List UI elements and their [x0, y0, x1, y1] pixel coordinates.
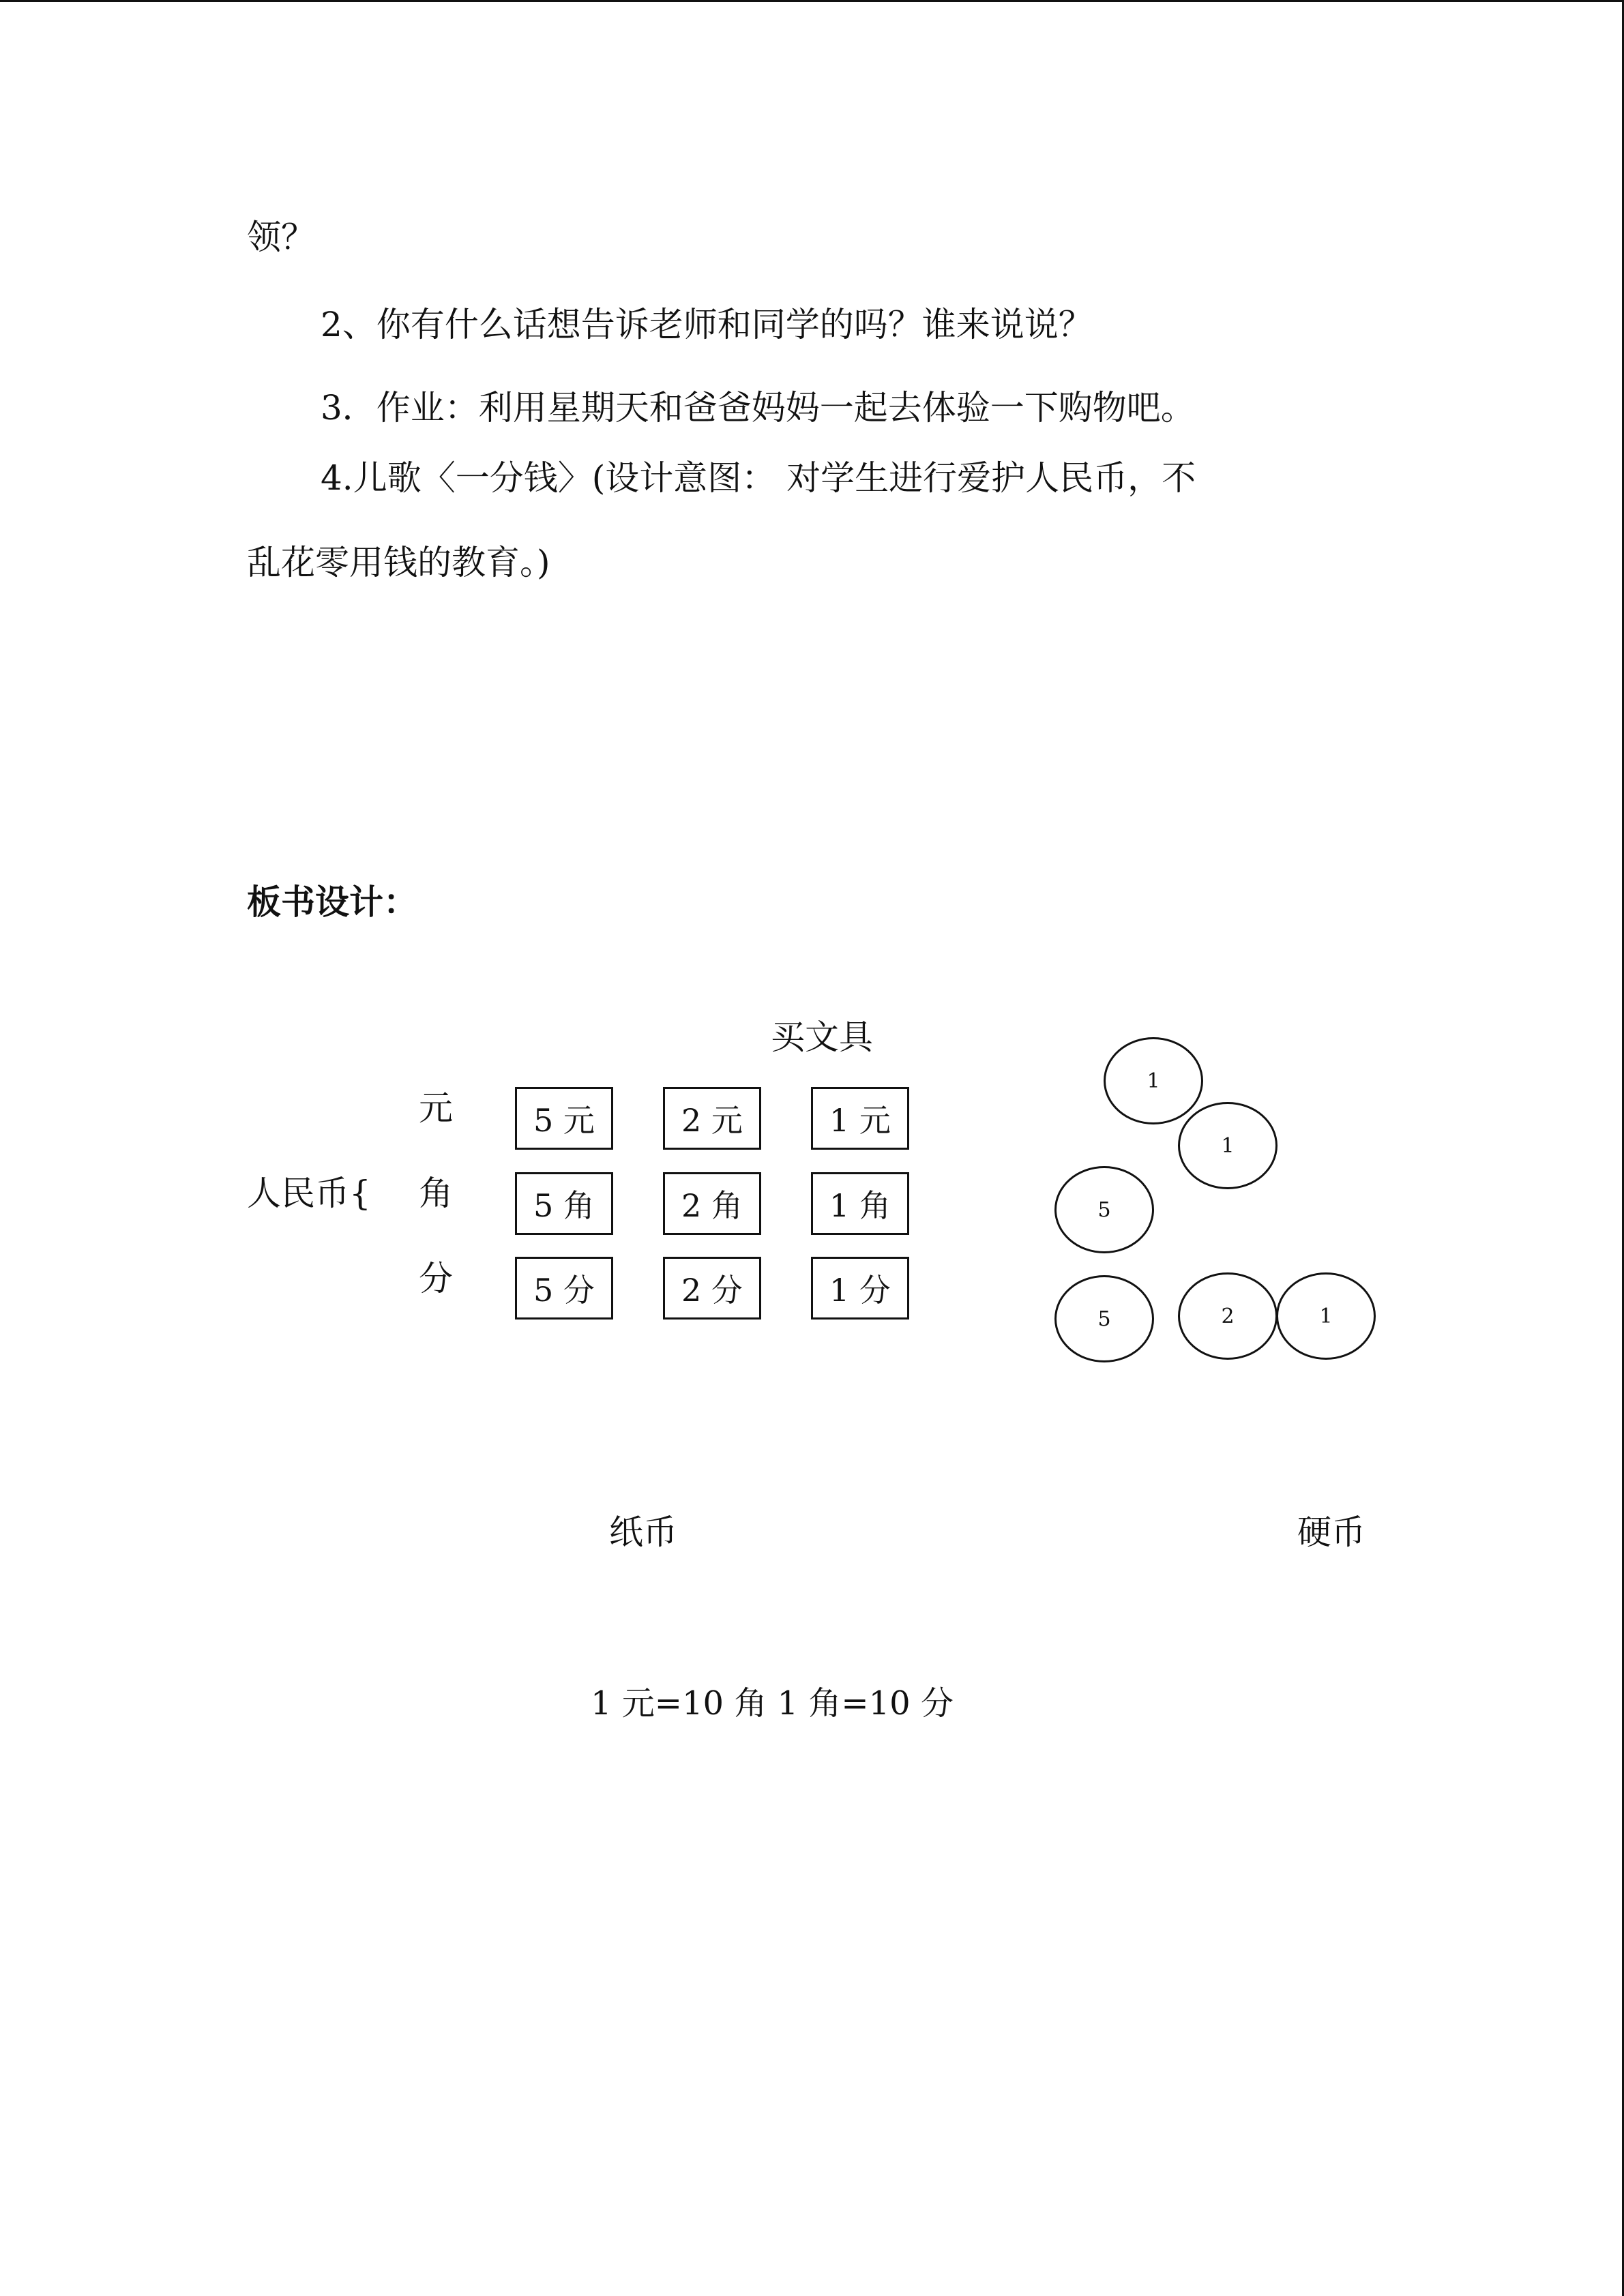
coin-1-a: 1: [1104, 1037, 1203, 1124]
note-2-yuan: 2 元: [663, 1087, 761, 1150]
paragraph-question-2: 2、你有什么话想告诉老师和同学的吗？谁来说说？: [321, 305, 1093, 344]
note-5-fen: 5 分: [515, 1257, 613, 1320]
paragraph-song-4: 4.儿歌〈一分钱〉(设计意图： 对学生进行爱护人民币，不: [321, 458, 1196, 498]
unit-jiao: 角: [419, 1174, 453, 1213]
rmb-label: 人民币{: [247, 1174, 371, 1213]
note-5-yuan: 5 元: [515, 1087, 613, 1150]
paragraph-song-4-cont: 乱花零用钱的教育。): [247, 543, 550, 582]
paper-money-label: 纸币: [609, 1512, 677, 1552]
paragraph-homework-3: 3．作业：利用星期天和爸爸妈妈一起去体验一下购物吧。: [321, 388, 1195, 428]
unit-yuan: 元: [419, 1088, 453, 1128]
note-5-jiao: 5 角: [515, 1172, 613, 1235]
note-2-jiao: 2 角: [663, 1172, 761, 1235]
coin-2: 2: [1178, 1272, 1278, 1360]
note-1-jiao: 1 角: [811, 1172, 909, 1235]
coin-5-a: 5: [1054, 1166, 1154, 1253]
note-1-fen: 1 分: [811, 1257, 909, 1320]
coin-1-c: 1: [1276, 1272, 1376, 1360]
note-2-fen: 2 分: [663, 1257, 761, 1320]
board-heading: 板书设计：: [247, 882, 417, 922]
coin-5-b: 5: [1054, 1275, 1154, 1362]
coin-money-label: 硬币: [1297, 1512, 1365, 1552]
coin-1-b: 1: [1178, 1102, 1278, 1189]
note-1-yuan: 1 元: [811, 1087, 909, 1150]
unit-fen: 分: [419, 1259, 453, 1298]
page-top-border: [0, 0, 1624, 2]
paragraph-line-0: 领？: [247, 218, 315, 257]
conversion-formula: 1 元=10 角 1 角=10 分: [591, 1684, 954, 1723]
board-title: 买文具: [771, 1017, 873, 1057]
